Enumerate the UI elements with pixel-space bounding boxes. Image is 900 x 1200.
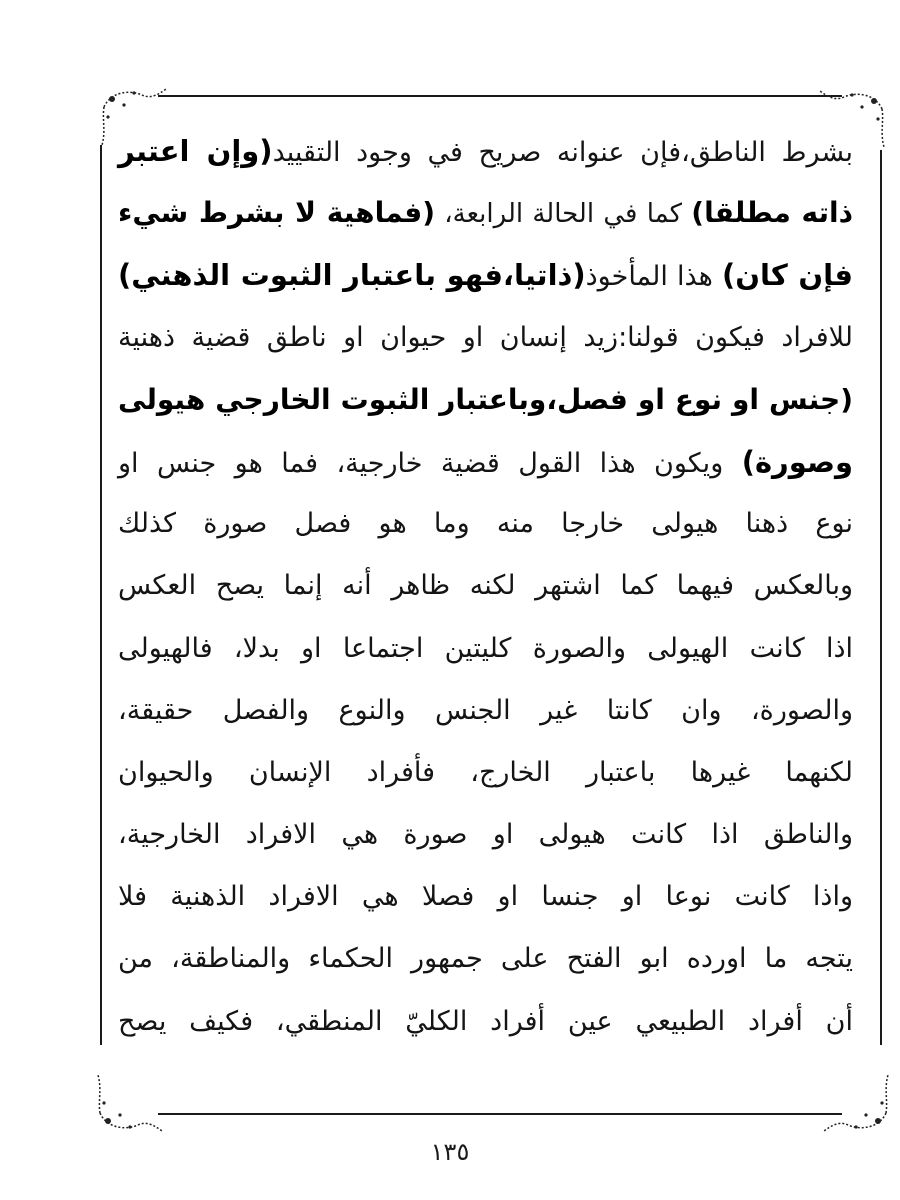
text-line — [118, 120, 853, 182]
page-number: ١٣٥ — [430, 1138, 470, 1166]
text-segment: نوع ذهنا هيولى خارجا منه وما هو فصل صورة كذلك — [118, 508, 853, 540]
text-line — [118, 182, 853, 244]
text-line — [118, 555, 853, 617]
text-segment: لكنهما غيرها باعتبار الخارج، فأفراد الإنسان والحيوان — [118, 756, 853, 788]
corner-ornament-icon — [812, 1065, 892, 1135]
bold-text-segment: (فماهية لا بشرط شيء — [118, 196, 436, 230]
text-line — [118, 866, 853, 928]
text-segment: والناطق اذا كانت هيولى او صورة هي الافراد الخارجية، — [118, 819, 853, 851]
page-body-text — [118, 120, 853, 1053]
corner-ornament-icon — [94, 1065, 174, 1135]
text-segment: يتجه ما اورده ابو الفتح على جمهور الحكماء والمناطقة، من — [118, 943, 853, 975]
text-line — [118, 991, 853, 1053]
border-top-rule — [158, 95, 842, 97]
bold-text-segment: فإن كان) — [721, 258, 853, 293]
text-segment: هذا المأخوذ — [585, 261, 722, 293]
text-segment: اذا كانت الهيولى والصورة كليتين اجتماعا او بدلا، فالهيولى — [118, 632, 853, 664]
text-segment: بشرط الناطق،فإن عنوانه صريح في وجود التقييد — [272, 137, 853, 168]
text-line — [118, 431, 853, 493]
border-left-rule — [100, 145, 102, 1045]
text-line — [118, 804, 853, 866]
bold-text-segment: (وإن اعتبر — [118, 134, 273, 168]
text-line — [118, 307, 853, 369]
border-bottom-rule — [158, 1113, 842, 1115]
text-segment: واذا كانت نوعا او جنسا او فصلا هي الافراد الذهنية فلا — [118, 881, 853, 913]
text-line — [118, 742, 853, 804]
text-line — [118, 493, 853, 555]
text-segment: أن أفراد الطبيعي عين أفراد الكليّ المنطقي، فكيف يصح — [118, 1005, 853, 1037]
text-line — [118, 244, 853, 306]
text-line — [118, 369, 853, 431]
text-line — [118, 928, 853, 990]
border-right-rule — [880, 150, 882, 1045]
text-segment: والصورة، وان كانتا غير الجنس والنوع والفصل حقيقة، — [118, 694, 853, 726]
text-line — [118, 680, 853, 742]
bold-text-segment: (جنس او نوع او فصل،وباعتبار الثبوت الخارجي هيولى — [118, 382, 853, 416]
text-segment: كما في الحالة الرابعة، — [435, 199, 692, 230]
bold-text-segment: وصورة) — [741, 444, 853, 479]
text-segment: ويكون هذا القول قضية خارجية، فما هو جنس او — [118, 447, 742, 479]
text-line — [118, 618, 853, 680]
text-segment: للافراد فيكون قولنا:زيد إنسان او حيوان او ناطق قضية ذهنية — [118, 321, 853, 353]
bold-text-segment: ذاته مطلقا) — [691, 196, 854, 230]
bold-text-segment: (ذاتيا،فهو باعتبار الثبوت الذهني) — [118, 258, 586, 293]
text-segment: وبالعكس فيهما كما اشتهر لكنه ظاهر أنه إنما يصح العكس — [118, 570, 853, 602]
